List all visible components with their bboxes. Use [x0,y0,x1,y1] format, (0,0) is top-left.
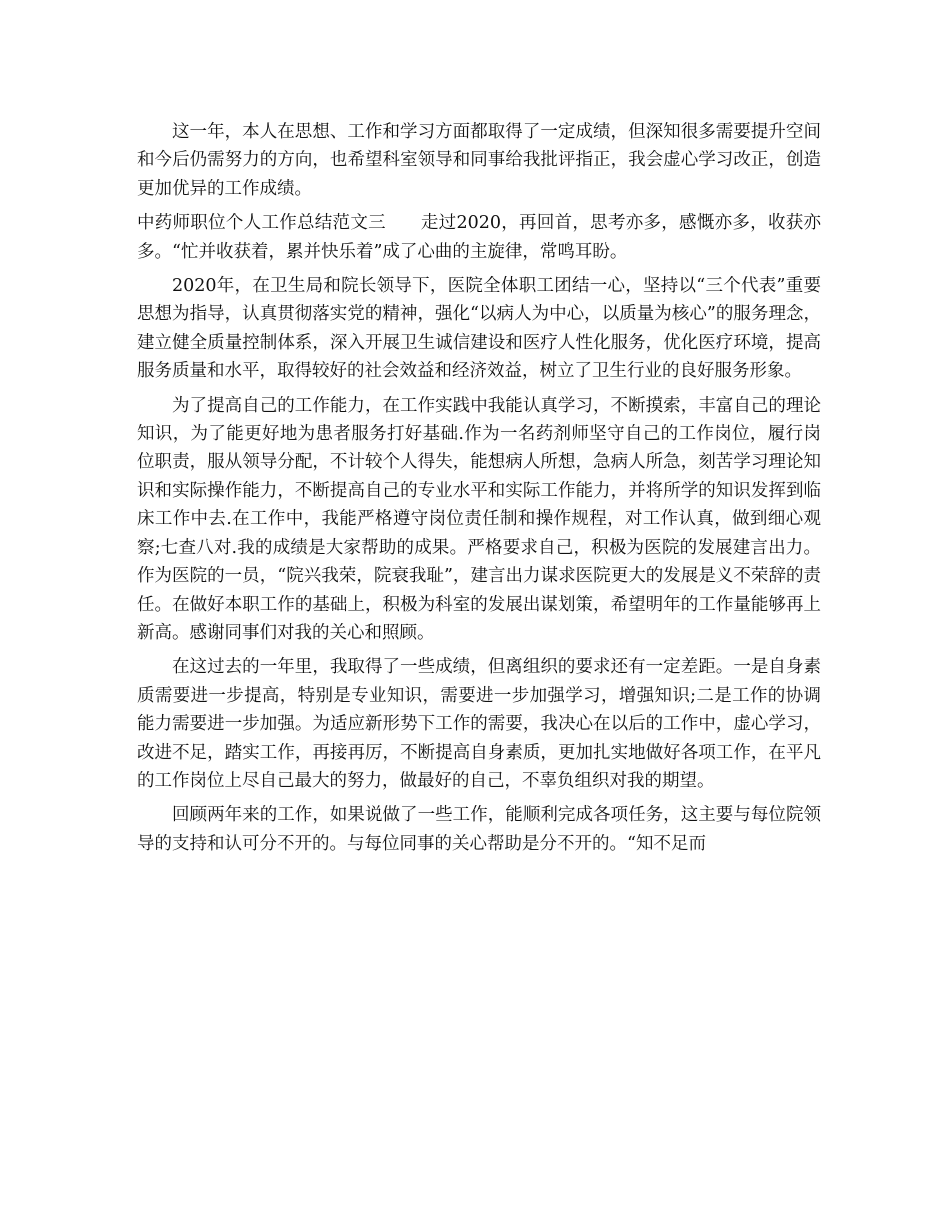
section-title: 中药师职位个人工作总结范文三 [137,213,386,234]
section-heading-line [137,209,821,266]
paragraph-3: 为了提高自己的工作能力，在工作实践中我能认真学习，不断摸索，丰富自己的理论知识，为了能更好地为患者服务打好基础.作为一名药剂师坚守自己的工作岗位，履行岗位职责，服从领导分配，不计较个人得失，能想病人所想，急病人所急，刻苦学习理论知识和实际操作能力，不断提高自己的专业水平和实际工作能力，并将所学的知识发挥到临床工作中去.在工作中，我能严格遵守岗位责任制和操作规程，对工作认真，做到细心观察;七查八对.我的成绩是大家帮助的成果。严格要求自己，积极为医院的发展建言出力。作为医院的一员，“院兴我荣，院衰我耻”，建言出力谋求医院更大的发展是义不荣辞的责任。在做好本职工作的基础上，积极为科室的发展出谋划策，希望明年的工作量能够再上新高。感谢同事们对我的关心和照顾。 [137,395,821,643]
paragraph-5: 回顾两年来的工作，如果说做了一些工作，能顺利完成各项任务，这主要与每位院领导的支持和认可分不开的。与每位同事的关心帮助是分不开的。“知不足而 [137,805,821,854]
paragraph-4: 在这过去的一年里，我取得了一些成绩，但离组织的要求还有一定差距。一是自身素质需要进一步提高，特别是专业知识，需要进一步加强学习，增强知识;二是工作的协调能力需要进一步加强。为适应新形势下工作的需要，我决心在以后的工作中，虚心学习，改进不足，踏实工作，再接再厉，不断提高自身素质，更加扎实地做好各项工作，在平凡的工作岗位上尽自己最大的努力，做最好的自己，不辜负组织对我的期望。 [137,657,821,791]
document-body [137,118,821,864]
paragraph-2: 2020年，在卫生局和院长领导下，医院全体职工团结一心，坚持以“三个代表”重要思想为指导，认真贯彻落实党的精神，强化“以病人为中心，以质量为核心”的服务理念，建立健全质量控制体系，深入开展卫生诚信建设和医疗人性化服务，优化医疗环境，提高服务质量和水平，取得较好的社会效益和经济效益，树立了卫生行业的良好服务形象。 [137,276,821,382]
paragraph-1: 这一年，本人在思想、工作和学习方面都取得了一定成绩，但深知很多需要提升空间和今后仍需努力的方向，也希望科室领导和同事给我批评指正，我会虚心学习改正，创造更加优异的工作成绩。 [137,122,821,199]
section-intro: 走过2020，再回首，思考亦多，感慨亦多，收获亦多。“忙并收获着，累并快乐着”成了心曲的主旋律，常鸣耳盼。 [137,213,822,262]
